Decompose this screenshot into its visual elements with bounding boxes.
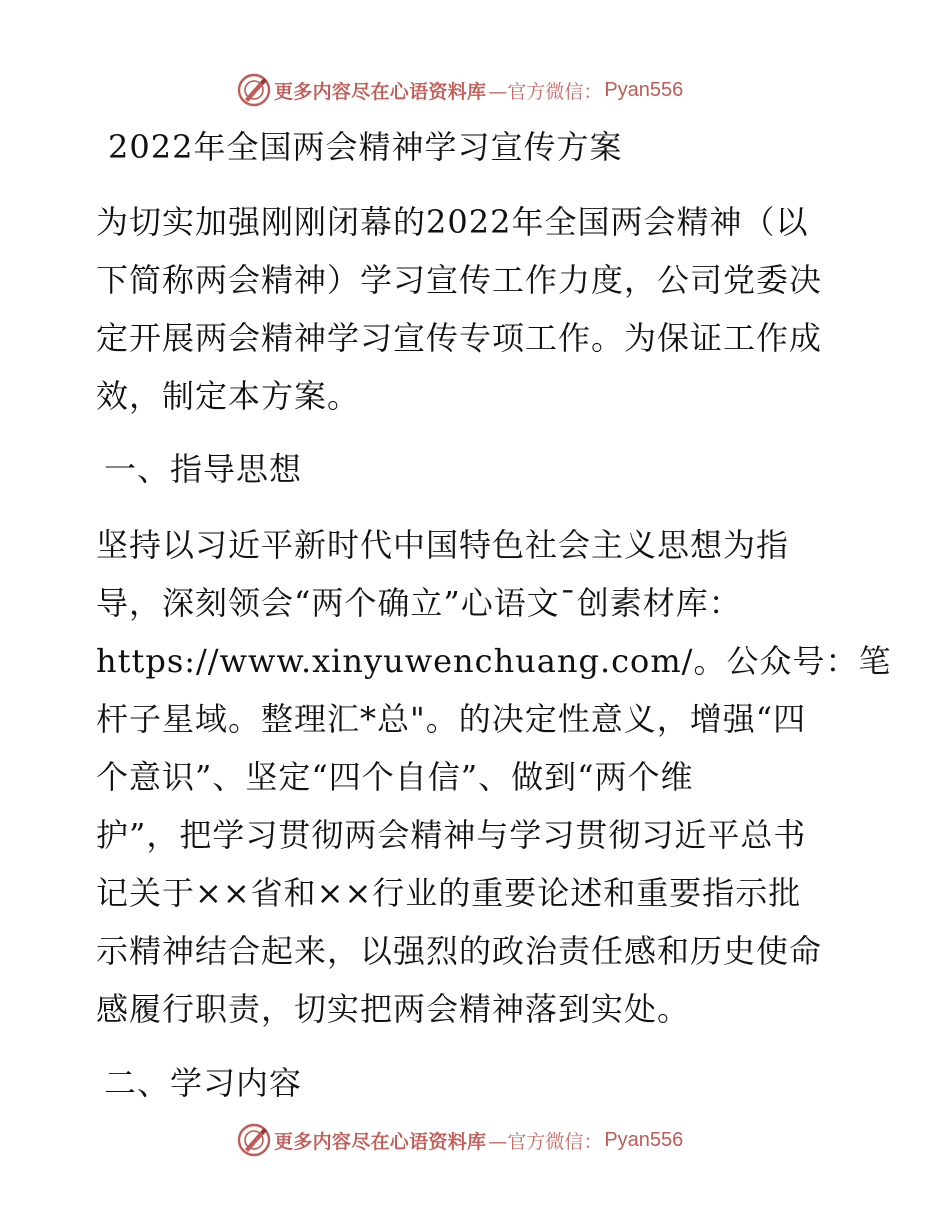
section1-line: 坚持以习近平新时代中国特色社会主义思想为指 [96,526,790,564]
section1-line: 护”，把学习贯彻两会精神与学习贯彻习近平总书 [96,816,807,854]
section1-line: 个意识”、坚定“四个自信”、做到“两个维 [96,758,694,796]
intro-line: 下简称两会精神）学习宣传工作力度，公司党委决 [96,261,823,299]
banner-main-text: 更多内容尽在心语资料库 [274,80,487,103]
pen-circle-logo-icon [236,72,272,108]
intro-line: 为切实加强刚刚闭幕的2022年全国两会精神（以 [96,203,809,241]
section1-line: 杆子星域。整理汇*总"。的决定性意义，增强“四 [96,700,807,738]
section1-line: https://www.xinyuwenchuang.com/。公众号：笔 [96,642,892,680]
banner-dash-text: —官方微信： [488,80,603,103]
section1-line: 导，深刻领会“两个确立”心语文¯创素材库： [96,584,742,622]
section1-line: 示精神结合起来，以强烈的政治责任感和历史使命 [96,932,823,970]
header-banner [236,72,683,108]
section1-line: 记关于××省和××行业的重要论述和重要指示批 [96,874,802,912]
pen-circle-logo-icon [236,1122,272,1158]
intro-line: 定开展两会精神学习宣传专项工作。为保证工作成 [96,319,823,357]
intro-line: 效，制定本方案。 [96,377,361,415]
section1-paragraph [96,516,892,1038]
banner-wechat-id: Pyan556 [604,78,684,101]
banner-wechat-id: Pyan556 [604,1128,684,1151]
section-heading-study-content: 二、学习内容 [104,1064,303,1102]
intro-paragraph [96,193,856,425]
banner-main-text: 更多内容尽在心语资料库 [274,1130,487,1153]
banner-dash-text: —官方微信： [488,1130,603,1153]
document-title: 2022年全国两会精神学习宣传方案 [108,128,623,166]
section1-line: 感履行职责，切实把两会精神落到实处。 [96,990,691,1028]
section-heading-guiding-ideology: 一、指导思想 [104,450,303,488]
footer-banner [236,1122,683,1158]
